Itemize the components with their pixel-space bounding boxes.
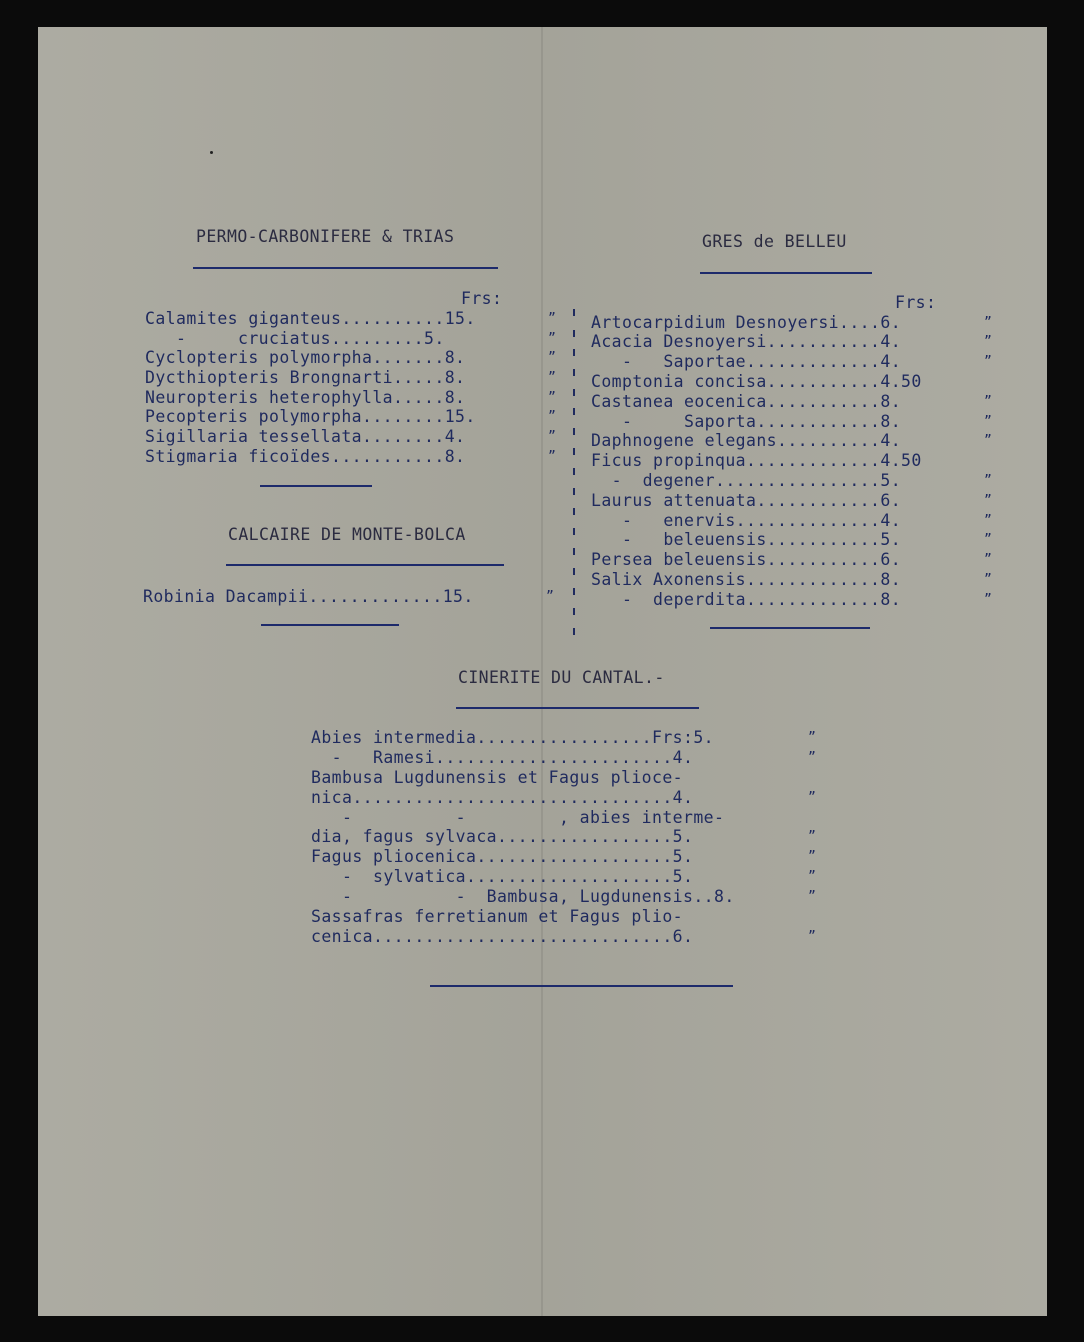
item-price: 15. bbox=[442, 587, 474, 606]
list-item bbox=[591, 530, 992, 550]
item-text: Fagus pliocenica...................5. bbox=[311, 847, 694, 866]
item-name: Ficus propinqua............. bbox=[591, 451, 881, 470]
list-item bbox=[591, 392, 992, 412]
ditto-mark: ” bbox=[984, 414, 992, 429]
ditto-mark: ” bbox=[808, 849, 816, 864]
item-price: 4. bbox=[880, 352, 902, 371]
list-item bbox=[311, 748, 816, 768]
item-price: 8. bbox=[880, 412, 902, 431]
list-item bbox=[591, 372, 922, 392]
list-item bbox=[311, 927, 816, 947]
ditto-mark: ” bbox=[548, 390, 556, 405]
list-item bbox=[591, 491, 992, 511]
heading-gres-de-belleu: GRES de BELLEU bbox=[702, 232, 847, 251]
item-name: Comptonia concisa........... bbox=[591, 372, 881, 391]
section-divider bbox=[430, 985, 733, 987]
ditto-mark: ” bbox=[808, 869, 816, 884]
list-item bbox=[591, 352, 992, 372]
list-item bbox=[145, 427, 556, 447]
item-name: Neuropteris heterophylla..... bbox=[145, 388, 445, 407]
item-text: cenica.............................6. bbox=[311, 927, 694, 946]
list-item bbox=[311, 867, 816, 887]
heading-underline bbox=[226, 564, 504, 566]
currency-label-left: Frs: bbox=[461, 289, 503, 308]
list-item bbox=[145, 348, 556, 368]
ditto-mark: ” bbox=[984, 354, 992, 369]
item-name: Artocarpidium Desnoyersi.... bbox=[591, 313, 881, 332]
ditto-mark: ” bbox=[984, 315, 992, 330]
ditto-mark: ” bbox=[808, 829, 816, 844]
item-name: Sigillaria tessellata........ bbox=[145, 427, 445, 446]
list-item bbox=[145, 407, 556, 427]
list-item bbox=[591, 471, 992, 491]
list-item bbox=[591, 431, 992, 451]
heading-cinerite-du-cantal: CINERITE DU CANTAL.- bbox=[458, 668, 665, 687]
item-name: Salix Axonensis............. bbox=[591, 570, 881, 589]
ditto-mark: ” bbox=[984, 592, 992, 607]
ditto-mark: ” bbox=[548, 429, 556, 444]
list-item bbox=[591, 511, 992, 531]
list-item bbox=[591, 590, 992, 610]
item-text: - sylvatica....................5. bbox=[311, 867, 694, 886]
item-name: - Saporta............ bbox=[591, 412, 881, 431]
ditto-mark: ” bbox=[548, 350, 556, 365]
item-name: Acacia Desnoyersi........... bbox=[591, 332, 881, 351]
list-item bbox=[311, 808, 724, 828]
item-text: nica...............................4. bbox=[311, 788, 694, 807]
document-page bbox=[38, 27, 1047, 1316]
item-price: 4.50 bbox=[880, 372, 922, 391]
ditto-mark: ” bbox=[984, 552, 992, 567]
heading-underline bbox=[700, 272, 872, 274]
item-price: 4. bbox=[444, 427, 466, 446]
list-item bbox=[591, 332, 992, 352]
section-divider bbox=[710, 627, 870, 629]
item-price: 15. bbox=[444, 309, 476, 328]
item-name: - Saportae............. bbox=[591, 352, 881, 371]
ditto-mark: ” bbox=[808, 790, 816, 805]
heading-underline bbox=[193, 267, 498, 269]
ditto-mark: ” bbox=[548, 370, 556, 385]
list-item bbox=[143, 587, 554, 607]
ditto-mark: ” bbox=[984, 433, 992, 448]
item-text: - - Bambusa, Lugdunensis..8. bbox=[311, 887, 735, 906]
list-item bbox=[591, 412, 992, 432]
heading-permo-carbonifere: PERMO-CARBONIFERE & TRIAS bbox=[196, 227, 455, 246]
item-price: 6. bbox=[880, 313, 902, 332]
ditto-mark: ” bbox=[548, 331, 556, 346]
section-divider bbox=[260, 485, 372, 487]
list-item bbox=[591, 451, 922, 471]
item-text: Sassafras ferretianum et Fagus plio- bbox=[311, 907, 684, 926]
item-name: - deperdita............. bbox=[591, 590, 881, 609]
ditto-mark: ” bbox=[984, 394, 992, 409]
item-price: 4. bbox=[880, 431, 902, 450]
item-name: Pecopteris polymorpha........ bbox=[145, 407, 445, 426]
ditto-mark: ” bbox=[984, 532, 992, 547]
item-name: Persea beleuensis........... bbox=[591, 550, 881, 569]
list-item bbox=[591, 550, 992, 570]
currency-label-right: Frs: bbox=[895, 293, 937, 312]
ditto-mark: ” bbox=[984, 513, 992, 528]
list-item bbox=[311, 827, 816, 847]
ditto-mark: ” bbox=[548, 311, 556, 326]
ditto-mark: ” bbox=[808, 730, 816, 745]
list-item bbox=[591, 313, 992, 333]
item-name: Daphnogene elegans.......... bbox=[591, 431, 881, 450]
item-price: 4. bbox=[880, 511, 902, 530]
list-item bbox=[145, 309, 556, 329]
item-name: - beleuensis........... bbox=[591, 530, 881, 549]
item-price: 8. bbox=[444, 348, 466, 367]
ditto-mark: ” bbox=[984, 473, 992, 488]
ditto-mark: ” bbox=[984, 572, 992, 587]
item-price: 8. bbox=[880, 570, 902, 589]
item-text: dia, fagus sylvaca.................5. bbox=[311, 827, 694, 846]
item-price: 8. bbox=[444, 368, 466, 387]
item-price: 5. bbox=[880, 530, 902, 549]
item-price: 15. bbox=[444, 407, 476, 426]
item-price: 8. bbox=[444, 388, 466, 407]
item-name: - degener................ bbox=[591, 471, 881, 490]
item-price: 5. bbox=[880, 471, 902, 490]
ditto-mark: ” bbox=[808, 889, 816, 904]
item-name: Calamites giganteus.......... bbox=[145, 309, 445, 328]
item-name: Robinia Dacampii............. bbox=[143, 587, 443, 606]
item-name: Cyclopteris polymorpha....... bbox=[145, 348, 445, 367]
item-text: Abies intermedia.................Frs:5. bbox=[311, 728, 715, 747]
item-name: Dycthiopteris Brongnarti..... bbox=[145, 368, 445, 387]
heading-calcaire-monte-bolca: CALCAIRE DE MONTE-BOLCA bbox=[228, 525, 466, 544]
list-item bbox=[311, 907, 683, 927]
ditto-mark: ” bbox=[984, 334, 992, 349]
item-name: Castanea eocenica........... bbox=[591, 392, 881, 411]
heading-underline bbox=[456, 707, 699, 709]
item-price: 6. bbox=[880, 491, 902, 510]
item-name: Stigmaria ficoïdes........... bbox=[145, 447, 445, 466]
list-item bbox=[145, 388, 556, 408]
item-price: 8. bbox=[880, 590, 902, 609]
ditto-mark: ” bbox=[548, 449, 556, 464]
item-price: 4.50 bbox=[880, 451, 922, 470]
list-item bbox=[311, 788, 816, 808]
ditto-mark: ” bbox=[984, 493, 992, 508]
ditto-mark: ” bbox=[548, 409, 556, 424]
item-name: - enervis.............. bbox=[591, 511, 881, 530]
list-item bbox=[145, 447, 556, 467]
item-name: - cruciatus......... bbox=[145, 329, 425, 348]
ink-speck bbox=[210, 151, 213, 154]
item-name: Laurus attenuata............ bbox=[591, 491, 881, 510]
ditto-mark: ” bbox=[546, 589, 554, 604]
item-price: 6. bbox=[880, 550, 902, 569]
ditto-mark: ” bbox=[808, 750, 816, 765]
list-item bbox=[311, 728, 816, 748]
list-item bbox=[145, 329, 556, 349]
item-price: 5. bbox=[424, 329, 445, 348]
item-price: 4. bbox=[880, 332, 902, 351]
section-divider bbox=[261, 624, 399, 626]
item-text: - - , abies interme- bbox=[311, 808, 725, 827]
item-price: 8. bbox=[444, 447, 466, 466]
item-text: - Ramesi.......................4. bbox=[311, 748, 694, 767]
ditto-mark: ” bbox=[808, 929, 816, 944]
list-item bbox=[311, 887, 816, 907]
list-item bbox=[311, 768, 683, 788]
list-item bbox=[591, 570, 992, 590]
list-item bbox=[311, 847, 816, 867]
list-item bbox=[145, 368, 556, 388]
item-price: 8. bbox=[880, 392, 902, 411]
item-text: Bambusa Lugdunensis et Fagus plioce- bbox=[311, 768, 684, 787]
